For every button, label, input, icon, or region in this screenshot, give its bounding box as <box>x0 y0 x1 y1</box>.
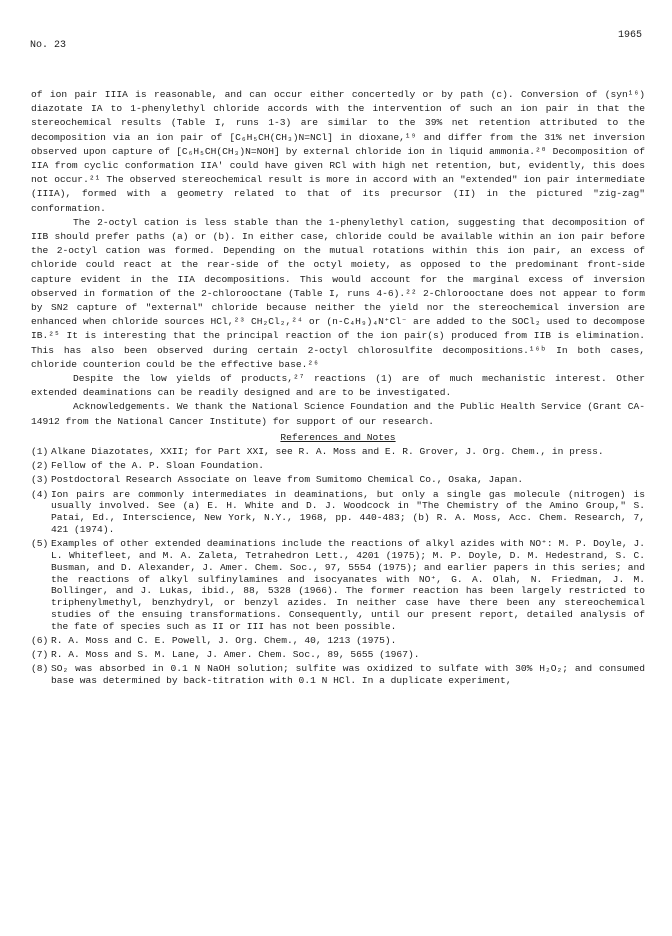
reference-item <box>31 649 645 661</box>
reference-text: Ion pairs are commonly intermediates in deaminations, but only a single gas molecule (nitrogen) is usually involved. See (a) E. H. White and D. J. Woodcock in "The Chemistry of the Amino Group," S. Patai, Ed., Interscience, New York, N.Y., 1968, pp. 440-483; (b) R. A. Moss, Acc. Chem. Research, 7, 421 (1974). <box>51 488 645 536</box>
references-list <box>31 446 645 687</box>
reference-item <box>31 538 645 632</box>
paragraph-ion-pair-conversion: of ion pair IIIA is reasonable, and can occur either concertedly or by path (c). Conversion of (syn¹⁶) diazotate IA to 1-phenylethyl chloride accords with the intervention of such an ion pair in that the stereochemical results (Table I, runs 1-3) are similar to the 39% net retention attributed to the decomposition via an ion pair of [C₆H₅CH(CH₃)N=NCl] in dioxane,¹⁹ and differ from the 31% net inversion observed upon capture of [C₆H₅CH(CH₃)N=NOH] by external chloride ion in liquid ammonia.²⁰ Decomposition of IIA from cyclic conformation IIA' could have given RCl with high net retention, but, evidently, this does not occur.²¹ The observed stereochemical result is more in accord with an "extended" ion pair intermediate (IIIA), formed with a geometry related to that of its precursor (II) in the pictured "zig-zag" conformation. <box>31 89 645 214</box>
reference-item <box>31 635 645 647</box>
reference-item <box>31 460 645 472</box>
reference-item <box>31 489 645 536</box>
article-body <box>31 88 645 689</box>
reference-number: (3) <box>31 474 49 486</box>
paragraph-octyl-cation: The 2-octyl cation is less stable than the 1-phenylethyl cation, suggesting that decomposition of IIB should prefer paths (a) or (b). In either case, chloride could be available within an ion pair before the 2-octyl cation was formed. Depending on the mutual rotations within this ion pair, an excess of chloride could react at the rear-side of the octyl moiety, as opposed to the predominant front-side capture evident in the IIA decompositions. This would account for the marginal excess of inversion observed in formation of the 2-chlorooctane (Table I, runs 4-6).²² 2-Chlorooctane does not appear to form by SN2 capture of "external" chloride because neither the yield nor the stereochemical inversion are enhanced when chloride sources HCl,²³ CH₂Cl₂,²⁴ or (n-C₄H₉)₄N⁺Cl⁻ are added to the SOCl₂ used to decompose IB.²⁵ It is interesting that the principal reaction of the ion pair(s) produced from IIB is elimination. This has also been observed during certain 2-octyl chlorosulfite decompositions.¹⁶ᵇ In both cases, chloride counterion could be the effective base.²⁶ <box>31 216 645 370</box>
reference-text: R. A. Moss and S. M. Lane, J. Amer. Chem. Soc., 89, 5655 (1967). <box>51 649 420 661</box>
reference-number: (1) <box>31 446 49 458</box>
reference-item <box>31 446 645 458</box>
paragraph-low-yields: Despite the low yields of products,²⁷ reactions (1) are of much mechanistic interest. Other extended deaminations can be readily designed and are to be investigated. <box>31 373 645 399</box>
journal-issue-number: No. 23 <box>30 40 67 51</box>
references-heading: References and Notes <box>280 431 396 443</box>
reference-text: SO₂ was absorbed in 0.1 N NaOH solution; sulfite was oxidized to sulfate with 30% H₂O₂; and consumed base was determined by back-titration with 0.1 N HCl. In a duplicate experiment, <box>51 663 645 687</box>
reference-text: R. A. Moss and C. E. Powell, J. Org. Chem., 40, 1213 (1975). <box>51 634 397 646</box>
reference-text: Alkane Diazotates, XXII; for Part XXI, see R. A. Moss and E. R. Grover, J. Org. Chem., in press. <box>51 446 604 458</box>
reference-item <box>31 663 645 687</box>
reference-text: Fellow of the A. P. Sloan Foundation. <box>51 460 265 472</box>
reference-text: Examples of other extended deaminations include the reactions of alkyl azides with NO⁺: M. P. Doyle, J. L. Whitefleet, and M. A. Zaleta, Tetrahedron Lett., 4201 (1975); M. P. Doyle, D. M. Hedestrand, S. C. Busman, and D. Alexander, J. Amer. Chem. Soc., 97, 5554 (1975); and earlier papers in this series; and the reactions of alkyl sulfinylamines and isocyanates with NO⁺, G. A. Olah, N. Friedman, J. M. Bollinger, and J. Lukas, ibid., 88, 5328 (1966). The former reaction has been largely restricted to triphenylmethyl, benzhydryl, or benzyl azides. In neither case have there been any stereochemical studies of the ensuing transformations. Consequently, until our present report, detailed analysis of the fate of species such as II or III has not been possible. <box>51 538 645 632</box>
reference-number: (2) <box>31 460 49 472</box>
reference-number: (8) <box>31 663 49 675</box>
reference-number: (6) <box>31 634 49 646</box>
page-number: 1965 <box>617 30 642 41</box>
reference-number: (7) <box>31 649 49 661</box>
paragraph-acknowledgements: Acknowledgements. We thank the National Science Foundation and the Public Health Service (Grant CA-14912 from the National Cancer Institute) for support of our research. <box>31 401 645 427</box>
reference-text: Postdoctoral Research Associate on leave from Sumitomo Chemical Co., Osaka, Japan. <box>51 474 524 486</box>
reference-number: (4) <box>31 488 49 500</box>
reference-item <box>31 474 645 486</box>
reference-number: (5) <box>31 538 49 550</box>
